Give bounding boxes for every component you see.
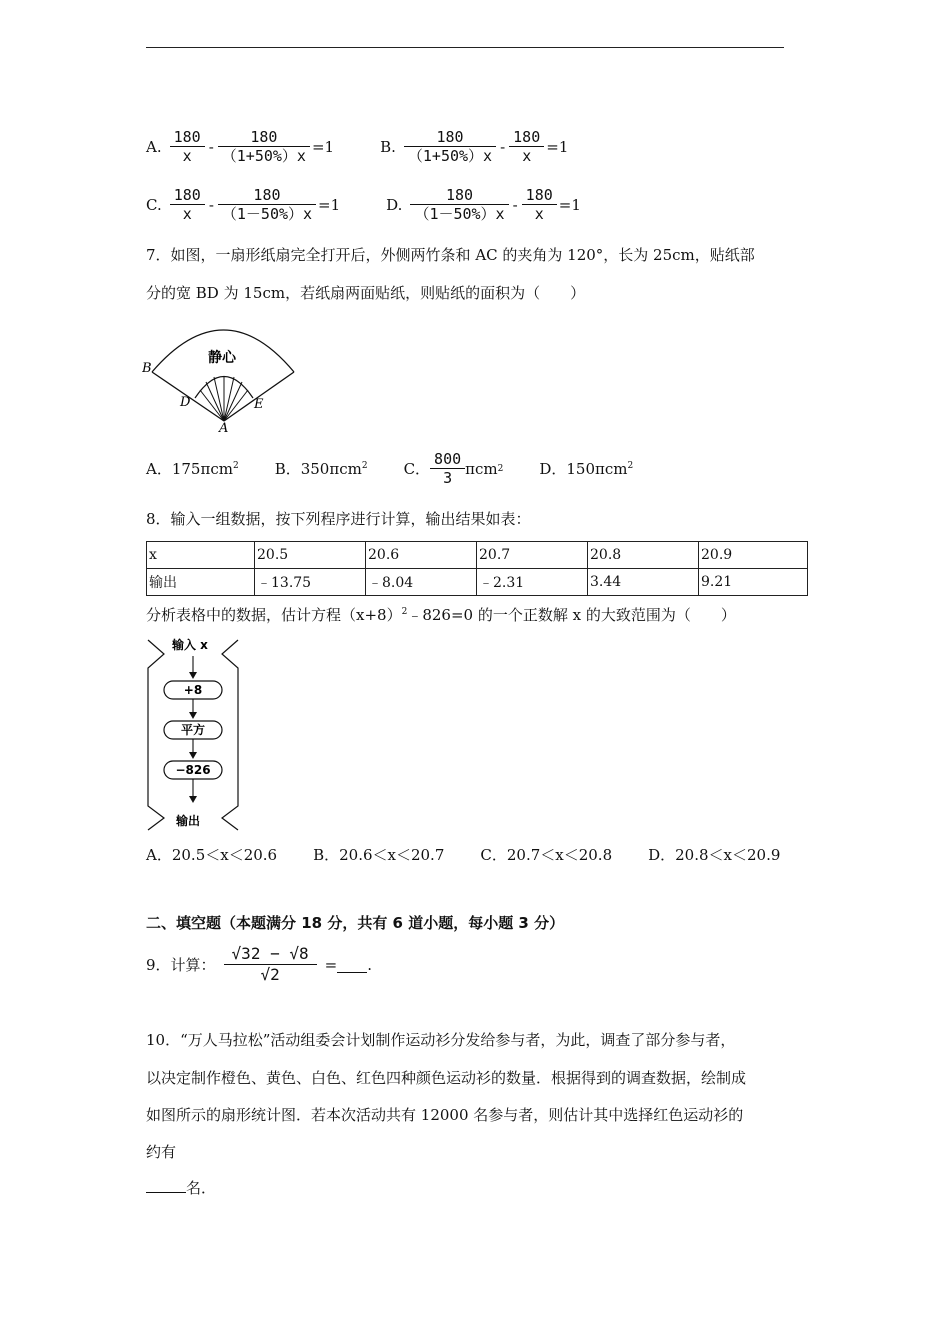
q8-choice-b: B．20.6＜x＜20.7 <box>313 846 445 864</box>
q6-option-b-label: B. <box>380 137 396 156</box>
q9-answer-blank <box>337 956 367 973</box>
q8-table <box>146 541 808 596</box>
q6-option-b-fraction2: $\frac{180}{x}$ <box>509 128 544 165</box>
q6-options-row2: C. $\frac{180}{x}$ - $\frac{180}{(1-50\%)x}$ =1 D. $\frac{180}{(1-50\%)x}$ - $\frac{180}{x}$ =1 <box>146 186 581 223</box>
q6-option-c-fraction2: $\frac{180}{(1-50\%)x}$ <box>218 186 316 223</box>
section-title: 二、填空题（本题满分 18 分，共有 6 道小题，每小题 3 分） <box>146 914 565 932</box>
q9-label: 9．计算： <box>146 956 216 974</box>
flow-input: 输入 x <box>172 638 208 652</box>
q10-line3: 如图所示的扇形统计图．若本次活动共有 12000 名参与者，则估计其中选择红色运动衫的 <box>146 1106 744 1124</box>
svg-text:+8: +8 <box>183 683 203 697</box>
q10-line2: 以决定制作橙色、黄色、白色、红色四种颜色运动衫的数量．根据得到的调查数据，绘制成 <box>146 1069 747 1087</box>
q6-option-b-fraction1: $\frac{180}{(1+50\%)x}$ <box>404 128 496 165</box>
q8-intro: 8．输入一组数据，按下列程序进行计算，输出结果如表： <box>146 510 531 528</box>
q7-line2: 分的宽 BD 为 15cm，若纸扇两面贴纸，则贴纸的面积为（ ） <box>146 284 586 302</box>
q7-choices <box>146 450 669 487</box>
q6-option-c-fraction1: $\frac{180}{x}$ <box>170 186 205 223</box>
q8-choice-a: A．20.5＜x＜20.6 <box>146 846 278 864</box>
q7-choice-d: D．150πcm$^2$ <box>539 460 634 478</box>
q6-option-a-label: A. <box>146 137 162 156</box>
q7-line1: 7．如图，一扇形纸扇完全打开后，外侧两竹条和 AC 的夹角为 120°，长为 25cm，贴纸部 <box>146 246 755 264</box>
q6-options-row1: A. $\frac{180}{x}$ - $\frac{180}{(1+50\%)x}$ =1 B. $\frac{180}{(1+50\%)x}$ - $\frac{180}{x}$ =1 <box>146 128 569 165</box>
q10-answer-blank <box>146 1176 186 1193</box>
header-rule <box>146 47 784 48</box>
fan-title: 静心 <box>208 350 236 366</box>
q10-line4: 约有 <box>146 1143 177 1161</box>
flowchart <box>140 632 246 832</box>
q10-line1: 10．“万人马拉松”活动组委会计划制作运动衫分发给参与者，为此，调查了部分参与者， <box>146 1031 736 1049</box>
q6-option-d-fraction2: $\frac{180}{x}$ <box>522 186 557 223</box>
q8-choices <box>146 844 816 865</box>
q7-choice-b: B．350πcm$^2$ <box>274 460 368 478</box>
q8-choice-d: D．20.8＜x＜20.9 <box>648 846 781 864</box>
table-row: x 20.5 20.6 20.7 20.8 20.9 <box>147 542 808 569</box>
table-row: 输出 ﹣13.75 ﹣8.04 ﹣2.31 3.44 9.21 <box>147 569 808 596</box>
label-b: B <box>142 361 152 376</box>
q6-option-d-label: D. <box>386 195 403 214</box>
q7-choice-a: A．175πcm$^2$ <box>146 460 239 478</box>
label-e: E <box>254 397 264 412</box>
q10-line5: 名． <box>146 1176 216 1198</box>
q7-choice-c: C． $\frac{800}{3}$ πcm 2 <box>403 450 504 487</box>
q9-fraction: $\frac{√32 - √8}{√2}$ <box>224 944 317 985</box>
q9-line: 9．计算： $\frac{√32 - √8}{√2}$ = . <box>146 944 372 984</box>
svg-text:−826: −826 <box>175 763 211 777</box>
q6-option-c-label: C. <box>146 195 162 214</box>
q6-option-a-fraction2: $\frac{180}{(1+50\%)x}$ <box>218 128 310 165</box>
svg-text:平方: 平方 <box>180 723 206 737</box>
label-a: A <box>219 421 229 434</box>
fan-figure <box>142 318 298 434</box>
flow-output: 输出 <box>176 814 201 828</box>
q8-choice-c: C．20.7＜x＜20.8 <box>480 846 613 864</box>
q6-option-a-fraction1: $\frac{180}{x}$ <box>170 128 205 165</box>
q8-question: 分析表格中的数据，估计方程$(x+8)^2﹣826=0$ 的一个正数解 x 的大致范围为（ ） <box>146 606 736 624</box>
q6-option-d-fraction1: $\frac{180}{(1-50\%)x}$ <box>410 186 508 223</box>
label-d: D <box>180 395 191 410</box>
